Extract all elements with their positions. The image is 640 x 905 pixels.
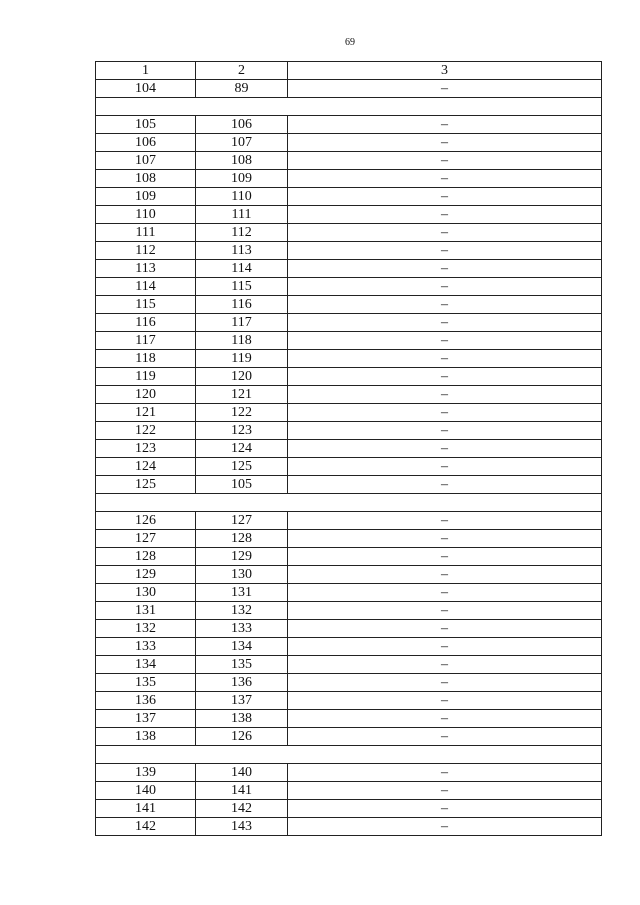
table-cell-col-1: 131 <box>96 602 196 620</box>
table-row <box>96 800 602 818</box>
table-header-row <box>96 62 602 80</box>
table-cell-col-1: 133 <box>96 638 196 656</box>
table-cell-col-3: – <box>288 206 602 224</box>
table-cell-col-3: – <box>288 170 602 188</box>
table-cell-col-1: 112 <box>96 242 196 260</box>
table-row <box>96 170 602 188</box>
table-row <box>96 818 602 836</box>
table-cell-col-1: 132 <box>96 620 196 638</box>
table-cell-col-1: 108 <box>96 170 196 188</box>
table-row <box>96 728 602 746</box>
table-cell-col-2: 121 <box>196 386 288 404</box>
table-cell-col-3: – <box>288 566 602 584</box>
table-cell-col-3: – <box>288 674 602 692</box>
table-cell-col-2: 124 <box>196 440 288 458</box>
table-cell-col-3: – <box>288 440 602 458</box>
table-cell-col-1: 124 <box>96 458 196 476</box>
table-row <box>96 368 602 386</box>
table-cell-col-2: 143 <box>196 818 288 836</box>
table-cell-col-3: – <box>288 800 602 818</box>
table-cell-col-3: – <box>288 656 602 674</box>
table-cell-col-2: 135 <box>196 656 288 674</box>
table-row <box>96 620 602 638</box>
table-cell-col-2: 134 <box>196 638 288 656</box>
table-cell-col-3: – <box>288 242 602 260</box>
separator-cell <box>96 746 602 764</box>
table-cell-col-1: 107 <box>96 152 196 170</box>
table-cell-col-3: – <box>288 548 602 566</box>
column-header-1: 1 <box>96 62 196 80</box>
table-row <box>96 692 602 710</box>
table-cell-col-3: – <box>288 152 602 170</box>
page-number: 69 <box>345 37 355 48</box>
table-cell-col-1: 105 <box>96 116 196 134</box>
data-table <box>95 61 602 836</box>
table-cell-col-2: 117 <box>196 314 288 332</box>
table-cell-col-3: – <box>288 116 602 134</box>
table-cell-col-2: 119 <box>196 350 288 368</box>
table-cell-col-2: 125 <box>196 458 288 476</box>
table-cell-col-1: 128 <box>96 548 196 566</box>
table-cell-col-3: – <box>288 368 602 386</box>
table-cell-col-2: 118 <box>196 332 288 350</box>
table-cell-col-2: 128 <box>196 530 288 548</box>
table-cell-col-1: 113 <box>96 260 196 278</box>
table-row <box>96 404 602 422</box>
table-cell-col-1: 116 <box>96 314 196 332</box>
table-row <box>96 764 602 782</box>
separator-cell <box>96 98 602 116</box>
table-cell-col-2: 140 <box>196 764 288 782</box>
table-cell-col-3: – <box>288 296 602 314</box>
table-cell-col-2: 112 <box>196 224 288 242</box>
table-cell-col-1: 106 <box>96 134 196 152</box>
table-row <box>96 278 602 296</box>
table-cell-col-3: – <box>288 530 602 548</box>
table-cell-col-1: 110 <box>96 206 196 224</box>
table-row <box>96 134 602 152</box>
table-cell-col-1: 135 <box>96 674 196 692</box>
table-cell-col-2: 111 <box>196 206 288 224</box>
table-cell-col-3: – <box>288 332 602 350</box>
section-separator-row <box>96 98 602 116</box>
table-row <box>96 512 602 530</box>
table-row <box>96 242 602 260</box>
table-cell-col-2: 108 <box>196 152 288 170</box>
table-row <box>96 638 602 656</box>
table-cell-col-2: 141 <box>196 782 288 800</box>
table-cell-col-3: – <box>288 224 602 242</box>
table-row <box>96 548 602 566</box>
table-cell-col-2: 89 <box>196 80 288 98</box>
table-row <box>96 710 602 728</box>
table-cell-col-1: 118 <box>96 350 196 368</box>
table-row <box>96 296 602 314</box>
table-row <box>96 188 602 206</box>
table-row <box>96 566 602 584</box>
table-cell-col-1: 141 <box>96 800 196 818</box>
table-cell-col-3: – <box>288 692 602 710</box>
table-cell-col-1: 126 <box>96 512 196 530</box>
table-row <box>96 476 602 494</box>
table-cell-col-1: 104 <box>96 80 196 98</box>
table-row <box>96 206 602 224</box>
table-cell-col-1: 119 <box>96 368 196 386</box>
table-row <box>96 602 602 620</box>
table-cell-col-2: 109 <box>196 170 288 188</box>
table-cell-col-3: – <box>288 260 602 278</box>
table-cell-col-1: 115 <box>96 296 196 314</box>
table-cell-col-1: 109 <box>96 188 196 206</box>
table-cell-col-2: 114 <box>196 260 288 278</box>
table-cell-col-2: 120 <box>196 368 288 386</box>
table-cell-col-1: 121 <box>96 404 196 422</box>
table-cell-col-2: 115 <box>196 278 288 296</box>
table-cell-col-1: 129 <box>96 566 196 584</box>
table-cell-col-2: 126 <box>196 728 288 746</box>
table-cell-col-1: 111 <box>96 224 196 242</box>
table-cell-col-3: – <box>288 350 602 368</box>
table-cell-col-3: – <box>288 314 602 332</box>
table-cell-col-1: 138 <box>96 728 196 746</box>
table-row <box>96 782 602 800</box>
table-row <box>96 332 602 350</box>
table-cell-col-3: – <box>288 818 602 836</box>
table-cell-col-2: 123 <box>196 422 288 440</box>
column-header-2: 2 <box>196 62 288 80</box>
table-row <box>96 422 602 440</box>
table-cell-col-2: 107 <box>196 134 288 152</box>
table-cell-col-3: – <box>288 782 602 800</box>
table-cell-col-3: – <box>288 602 602 620</box>
table-row <box>96 584 602 602</box>
table-row <box>96 656 602 674</box>
section-separator-row <box>96 494 602 512</box>
table-cell-col-3: – <box>288 620 602 638</box>
table-cell-col-2: 136 <box>196 674 288 692</box>
table-cell-col-3: – <box>288 404 602 422</box>
table-row <box>96 116 602 134</box>
table-row <box>96 224 602 242</box>
table-cell-col-3: – <box>288 710 602 728</box>
table-row <box>96 530 602 548</box>
table-cell-col-2: 137 <box>196 692 288 710</box>
table-cell-col-3: – <box>288 584 602 602</box>
table-row <box>96 80 602 98</box>
table-cell-col-1: 137 <box>96 710 196 728</box>
table-cell-col-2: 131 <box>196 584 288 602</box>
table-cell-col-2: 105 <box>196 476 288 494</box>
table-cell-col-1: 142 <box>96 818 196 836</box>
table-cell-col-1: 140 <box>96 782 196 800</box>
table-cell-col-2: 110 <box>196 188 288 206</box>
table-cell-col-1: 127 <box>96 530 196 548</box>
table-cell-col-3: – <box>288 764 602 782</box>
table-row <box>96 386 602 404</box>
table-cell-col-3: – <box>288 278 602 296</box>
table-cell-col-3: – <box>288 476 602 494</box>
table-cell-col-2: 127 <box>196 512 288 530</box>
table-cell-col-3: – <box>288 80 602 98</box>
section-separator-row <box>96 746 602 764</box>
table-cell-col-1: 122 <box>96 422 196 440</box>
table-cell-col-2: 116 <box>196 296 288 314</box>
table-cell-col-2: 106 <box>196 116 288 134</box>
table-row <box>96 314 602 332</box>
table-cell-col-1: 123 <box>96 440 196 458</box>
table-row <box>96 152 602 170</box>
table-body <box>96 80 602 836</box>
table-cell-col-3: – <box>288 512 602 530</box>
table-cell-col-2: 133 <box>196 620 288 638</box>
table-cell-col-2: 132 <box>196 602 288 620</box>
table-cell-col-3: – <box>288 728 602 746</box>
table-cell-col-3: – <box>288 386 602 404</box>
column-header-3: 3 <box>288 62 602 80</box>
table-cell-col-2: 138 <box>196 710 288 728</box>
table-cell-col-3: – <box>288 134 602 152</box>
table-row <box>96 458 602 476</box>
table-row <box>96 440 602 458</box>
table-cell-col-2: 142 <box>196 800 288 818</box>
table-cell-col-1: 117 <box>96 332 196 350</box>
table-cell-col-1: 134 <box>96 656 196 674</box>
table-row <box>96 260 602 278</box>
table-cell-col-1: 125 <box>96 476 196 494</box>
separator-cell <box>96 494 602 512</box>
table-cell-col-1: 120 <box>96 386 196 404</box>
table-cell-col-3: – <box>288 638 602 656</box>
table-row <box>96 350 602 368</box>
table-cell-col-1: 136 <box>96 692 196 710</box>
table-cell-col-1: 114 <box>96 278 196 296</box>
table-cell-col-3: – <box>288 458 602 476</box>
table-cell-col-1: 139 <box>96 764 196 782</box>
table-cell-col-2: 113 <box>196 242 288 260</box>
table-row <box>96 674 602 692</box>
table-cell-col-3: – <box>288 188 602 206</box>
table-cell-col-3: – <box>288 422 602 440</box>
table-cell-col-2: 130 <box>196 566 288 584</box>
table-cell-col-2: 122 <box>196 404 288 422</box>
table-cell-col-2: 129 <box>196 548 288 566</box>
table-cell-col-1: 130 <box>96 584 196 602</box>
